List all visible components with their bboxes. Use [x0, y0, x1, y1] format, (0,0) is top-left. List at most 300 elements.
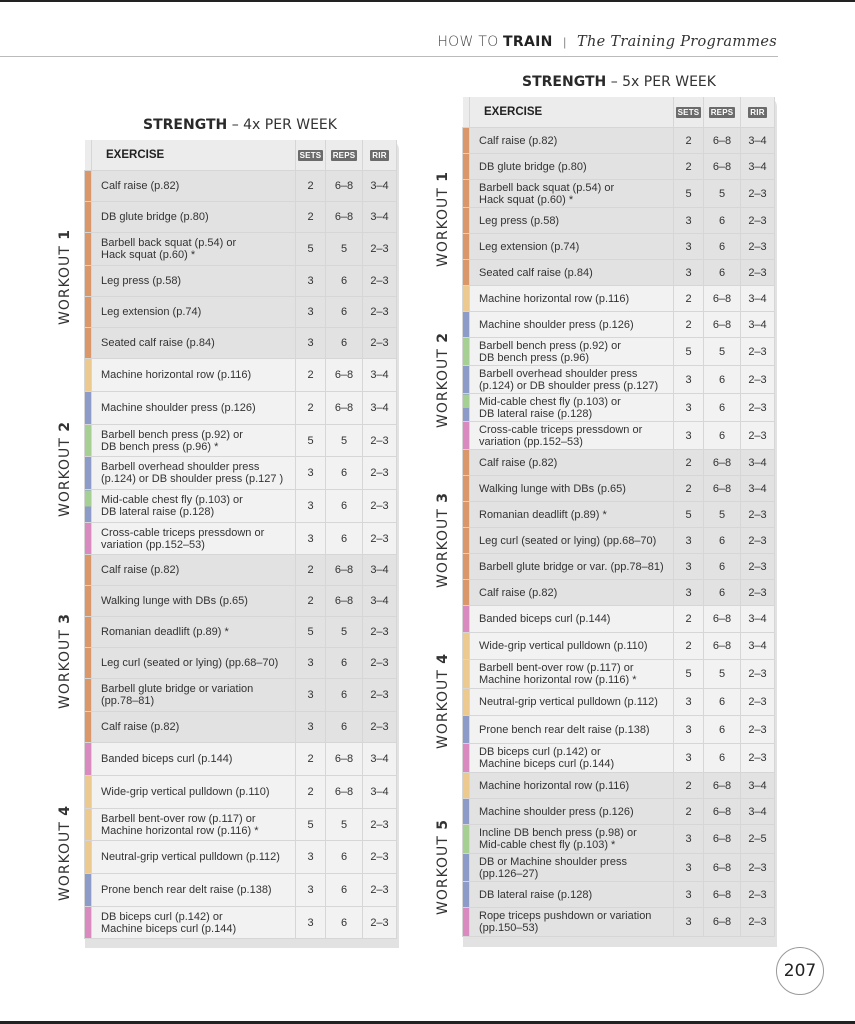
muscle-group-color-strip: [85, 648, 92, 679]
muscle-group-color-strip: [85, 555, 92, 586]
sets-cell: 2: [296, 392, 326, 425]
workout-label-3: WORKOUT 3: [435, 491, 451, 588]
reps-cell: 6: [326, 841, 363, 874]
sets-cell: 2: [296, 171, 326, 202]
exercise-cell: Barbell bench press (p.92) or DB bench press (p.96): [470, 338, 674, 366]
sets-cell: 3: [674, 554, 704, 580]
reps-cell: 6: [326, 266, 363, 297]
reps-cell: 6–8: [704, 633, 741, 660]
exercise-cell: DB biceps curl (p.142) or Machine biceps curl (p.144): [92, 907, 296, 939]
page-number: 207: [776, 947, 824, 995]
muscle-group-color-strip: [463, 502, 470, 528]
table-row: [463, 476, 775, 502]
reps-cell: 6–8: [704, 773, 741, 799]
muscle-group-color-strip: [463, 633, 470, 660]
exercise-cell: Barbell overhead shoulder press (p.124) or DB shoulder press (p.127 ): [92, 457, 296, 490]
table-row: [463, 528, 775, 554]
reps-cell: 6–8: [704, 450, 741, 476]
workout-label-5: WORKOUT 5: [435, 818, 451, 915]
muscle-group-color-strip: [463, 128, 470, 154]
exercise-cell: Leg curl (seated or lying) (pp.68–70): [470, 528, 674, 554]
reps-cell: 6–8: [326, 359, 363, 392]
rir-cell: 2–3: [741, 422, 775, 450]
exercise-cell: Leg press (p.58): [470, 208, 674, 234]
sets-cell: 3: [674, 716, 704, 744]
sets-cell: 3: [674, 580, 704, 606]
sets-cell: 3: [674, 366, 704, 394]
muscle-group-color-strip: [85, 617, 92, 648]
exercise-cell: Barbell bent-over row (p.117) or Machine horizontal row (p.116) *: [92, 809, 296, 841]
rir-cell: 3–4: [363, 776, 397, 809]
exercise-cell: Rope triceps pushdown or variation (pp.150–53): [470, 908, 674, 937]
exercise-cell: Calf raise (p.82): [470, 450, 674, 476]
exercise-cell: Romanian deadlift (p.89) *: [92, 617, 296, 648]
table-row: [463, 180, 775, 208]
table-row: [463, 286, 775, 312]
table-row: [85, 523, 397, 555]
sets-cell: 3: [296, 523, 326, 555]
sets-cell: 3: [296, 328, 326, 359]
col-exercise: EXERCISE: [470, 97, 674, 128]
muscle-group-color-strip: [463, 854, 470, 882]
muscle-group-color-strip: [85, 297, 92, 328]
rir-cell: 2–3: [741, 260, 775, 286]
exercise-cell: Leg press (p.58): [92, 266, 296, 297]
rir-cell: 2–3: [741, 660, 775, 689]
muscle-group-color-strip: [85, 841, 92, 874]
sets-cell: 2: [296, 555, 326, 586]
exercise-cell: Calf raise (p.82): [92, 555, 296, 586]
reps-cell: 6–8: [704, 128, 741, 154]
rir-cell: 2–3: [363, 328, 397, 359]
exercise-cell: Incline DB bench press (p.98) or Mid-cable chest fly (p.103) *: [470, 825, 674, 854]
sets-cell: 2: [296, 359, 326, 392]
workout-label-2: WORKOUT 2: [435, 331, 451, 428]
reps-cell: 6: [326, 679, 363, 712]
muscle-group-color-strip: [463, 450, 470, 476]
table-row: [463, 773, 775, 799]
reps-cell: 6: [704, 208, 741, 234]
sets-cell: 5: [296, 809, 326, 841]
rir-cell: 2–3: [741, 908, 775, 937]
exercise-cell: Seated calf raise (p.84): [92, 328, 296, 359]
sets-cell: 2: [296, 776, 326, 809]
exercise-cell: Barbell back squat (p.54) or Hack squat (p.60) *: [470, 180, 674, 208]
table-row: [463, 908, 775, 937]
rir-cell: 3–4: [363, 743, 397, 776]
rir-cell: 2–3: [363, 523, 397, 555]
top-border: [0, 0, 855, 2]
rir-cell: 2–3: [363, 841, 397, 874]
muscle-group-color-strip: [463, 180, 470, 208]
muscle-group-color-strip: [85, 907, 92, 939]
running-header: [437, 33, 777, 50]
table-header-row: [463, 97, 775, 128]
program-title-5x: [463, 74, 775, 90]
rir-cell: 2–3: [741, 689, 775, 716]
col-sets: [296, 140, 326, 171]
sets-cell: 2: [674, 154, 704, 180]
table-row: [463, 689, 775, 716]
section-label-bold: TRAIN: [503, 34, 553, 50]
reps-cell: 6–8: [326, 743, 363, 776]
rir-cell: 3–4: [741, 799, 775, 825]
exercise-cell: Barbell back squat (p.54) or Hack squat (p.60) *: [92, 233, 296, 266]
exercise-cell: Machine shoulder press (p.126): [470, 799, 674, 825]
table-row: [463, 312, 775, 338]
reps-cell: 6–8: [326, 555, 363, 586]
sets-cell: 2: [674, 773, 704, 799]
exercise-cell: Calf raise (p.82): [470, 128, 674, 154]
rir-cell: 3–4: [363, 392, 397, 425]
sets-cell: 3: [674, 234, 704, 260]
table-row: [463, 882, 775, 908]
exercise-cell: Barbell bench press (p.92) or DB bench press (p.96) *: [92, 425, 296, 457]
rir-cell: 3–4: [741, 450, 775, 476]
table-row: [463, 606, 775, 633]
muscle-group-color-strip: [463, 208, 470, 234]
table-row: [85, 743, 397, 776]
reps-cell: 6: [704, 528, 741, 554]
reps-cell: 6–8: [704, 854, 741, 882]
muscle-group-color-strip: [463, 882, 470, 908]
table-row: [85, 171, 397, 202]
sets-cell: 3: [296, 457, 326, 490]
rir-cell: 2–3: [363, 490, 397, 523]
muscle-group-color-strip: [463, 338, 470, 366]
rir-cell: 2–3: [741, 180, 775, 208]
rir-cell: 2–3: [741, 338, 775, 366]
muscle-group-color-strip: [463, 234, 470, 260]
rir-cell: 2–3: [363, 457, 397, 490]
table-row: [85, 586, 397, 617]
rir-cell: 2–3: [741, 580, 775, 606]
exercise-cell: Leg extension (p.74): [470, 234, 674, 260]
muscle-group-color-strip: [463, 394, 470, 422]
muscle-group-color-strip: [85, 359, 92, 392]
exercise-cell: Neutral-grip vertical pulldown (p.112): [470, 689, 674, 716]
rir-pill: RIR: [750, 108, 765, 117]
rir-cell: 3–4: [741, 312, 775, 338]
reps-cell: 6–8: [326, 202, 363, 233]
reps-cell: 6: [704, 744, 741, 773]
rir-cell: 3–4: [741, 154, 775, 180]
sets-cell: 2: [296, 586, 326, 617]
sets-cell: 2: [674, 799, 704, 825]
table-row: [463, 580, 775, 606]
program-title-4x: [85, 117, 395, 133]
reps-cell: 6: [326, 874, 363, 907]
muscle-group-color-strip: [85, 233, 92, 266]
table-row: [463, 260, 775, 286]
sets-cell: 3: [296, 841, 326, 874]
muscle-group-color-strip: [85, 202, 92, 233]
program-table-4x: [84, 140, 397, 939]
muscle-group-color-strip: [85, 743, 92, 776]
sets-cell: 5: [296, 425, 326, 457]
header-spacer: [85, 140, 92, 171]
sets-cell: 5: [296, 233, 326, 266]
exercise-cell: Romanian deadlift (p.89) *: [470, 502, 674, 528]
muscle-group-color-strip: [85, 874, 92, 907]
exercise-cell: Machine horizontal row (p.116): [470, 286, 674, 312]
sets-cell: 3: [296, 874, 326, 907]
rir-cell: 2–3: [741, 502, 775, 528]
rir-cell: 2–3: [741, 234, 775, 260]
table-row: [85, 266, 397, 297]
muscle-group-color-strip: [463, 286, 470, 312]
rir-cell: 2–3: [741, 528, 775, 554]
program-title-bold: STRENGTH: [143, 117, 228, 133]
rir-cell: 3–4: [363, 171, 397, 202]
header-divider: |: [563, 35, 567, 49]
reps-cell: 6: [704, 394, 741, 422]
muscle-group-color-strip: [463, 606, 470, 633]
table-row: [463, 799, 775, 825]
table-row: [463, 554, 775, 580]
sets-cell: 3: [674, 882, 704, 908]
reps-cell: 6: [326, 490, 363, 523]
rir-cell: 2–3: [741, 744, 775, 773]
reps-cell: 6: [704, 716, 741, 744]
reps-pill: REPS: [332, 151, 356, 160]
workout-label-1: WORKOUT 1: [57, 228, 73, 325]
table-row: [463, 660, 775, 689]
exercise-cell: DB glute bridge (p.80): [470, 154, 674, 180]
reps-cell: 6: [704, 366, 741, 394]
exercise-cell: DB lateral raise (p.128): [470, 882, 674, 908]
exercise-cell: Mid-cable chest fly (p.103) or DB lateral raise (p.128): [92, 490, 296, 523]
reps-cell: 6: [704, 422, 741, 450]
rir-cell: 2–3: [363, 297, 397, 328]
reps-cell: 6–8: [704, 154, 741, 180]
muscle-group-color-strip: [463, 528, 470, 554]
reps-pill: REPS: [710, 108, 734, 117]
workout-label-4: WORKOUT 4: [57, 804, 73, 901]
exercise-cell: Prone bench rear delt raise (p.138): [92, 874, 296, 907]
sets-cell: 3: [674, 528, 704, 554]
muscle-group-color-strip: [463, 660, 470, 689]
col-exercise: EXERCISE: [92, 140, 296, 171]
reps-cell: 5: [704, 660, 741, 689]
muscle-group-color-strip: [463, 154, 470, 180]
muscle-group-color-strip: [85, 425, 92, 457]
muscle-group-color-strip: [463, 366, 470, 394]
workout-label-4: WORKOUT 4: [435, 652, 451, 749]
table-row: [85, 233, 397, 266]
rir-cell: 2–3: [741, 208, 775, 234]
rir-cell: 3–4: [363, 555, 397, 586]
sets-cell: 2: [296, 202, 326, 233]
reps-cell: 5: [326, 233, 363, 266]
rir-cell: 2–3: [363, 648, 397, 679]
sets-cell: 3: [296, 712, 326, 743]
table-row: [85, 392, 397, 425]
muscle-group-color-strip: [463, 580, 470, 606]
sets-cell: 2: [674, 633, 704, 660]
exercise-cell: Machine horizontal row (p.116): [92, 359, 296, 392]
header-rule: [0, 56, 778, 57]
col-reps: [326, 140, 363, 171]
muscle-group-color-strip: [463, 799, 470, 825]
rir-cell: 2–3: [363, 907, 397, 939]
muscle-group-color-strip: [85, 171, 92, 202]
reps-cell: 6: [704, 580, 741, 606]
table-row: [85, 648, 397, 679]
muscle-group-color-strip: [85, 457, 92, 490]
sets-cell: 3: [674, 689, 704, 716]
table-row: [85, 679, 397, 712]
table-row: [85, 809, 397, 841]
table-row: [463, 234, 775, 260]
reps-cell: 6–8: [704, 825, 741, 854]
muscle-group-color-strip: [85, 809, 92, 841]
table-row: [85, 841, 397, 874]
table-row: [463, 716, 775, 744]
reps-cell: 6: [326, 712, 363, 743]
table-header-row: [85, 140, 397, 171]
sets-cell: 3: [296, 907, 326, 939]
muscle-group-color-strip: [85, 712, 92, 743]
rir-cell: 2–3: [741, 854, 775, 882]
muscle-group-color-strip: [463, 744, 470, 773]
chapter-subtitle: The Training Programmes: [577, 34, 777, 50]
muscle-group-color-strip: [85, 328, 92, 359]
reps-cell: 6–8: [326, 776, 363, 809]
table-row: [85, 359, 397, 392]
sets-cell: 3: [674, 422, 704, 450]
sets-cell: 2: [674, 128, 704, 154]
rir-cell: 3–4: [741, 286, 775, 312]
rir-cell: 2–3: [363, 679, 397, 712]
exercise-cell: DB or Machine shoulder press (pp.126–27): [470, 854, 674, 882]
sets-cell: 2: [674, 476, 704, 502]
exercise-cell: Seated calf raise (p.84): [470, 260, 674, 286]
sets-cell: 2: [674, 606, 704, 633]
program-title-rest: – 5x PER WEEK: [610, 74, 716, 90]
table-row: [463, 825, 775, 854]
workout-label-3: WORKOUT 3: [57, 612, 73, 709]
exercise-cell: Neutral-grip vertical pulldown (p.112): [92, 841, 296, 874]
muscle-group-color-strip: [463, 422, 470, 450]
reps-cell: 6: [704, 234, 741, 260]
muscle-group-color-strip: [463, 689, 470, 716]
table-row: [85, 425, 397, 457]
muscle-group-color-strip: [85, 523, 92, 555]
sets-cell: 5: [296, 617, 326, 648]
muscle-group-color-strip: [463, 554, 470, 580]
col-rir: [741, 97, 775, 128]
muscle-group-color-strip: [463, 312, 470, 338]
reps-cell: 6–8: [326, 586, 363, 617]
table-row: [85, 490, 397, 523]
table-row: [85, 907, 397, 939]
rir-cell: 3–4: [363, 586, 397, 617]
exercise-cell: Calf raise (p.82): [92, 171, 296, 202]
muscle-group-color-strip: [463, 825, 470, 854]
exercise-cell: Cross-cable triceps pressdown or variation (pp.152–53): [92, 523, 296, 555]
sets-cell: 3: [674, 744, 704, 773]
rir-cell: 2–3: [363, 712, 397, 743]
exercise-cell: Wide-grip vertical pulldown (p.110): [470, 633, 674, 660]
table-body: [463, 128, 775, 937]
sets-cell: 2: [674, 286, 704, 312]
rir-cell: 2–3: [363, 617, 397, 648]
table-row: [85, 712, 397, 743]
sets-cell: 3: [674, 260, 704, 286]
sets-cell: 2: [674, 312, 704, 338]
table-row: [463, 154, 775, 180]
col-sets: [674, 97, 704, 128]
reps-cell: 5: [704, 338, 741, 366]
table-row: [463, 744, 775, 773]
muscle-group-color-strip: [463, 476, 470, 502]
sets-cell: 3: [674, 854, 704, 882]
sets-pill: SETS: [299, 151, 322, 160]
rir-cell: 3–4: [363, 202, 397, 233]
muscle-group-color-strip: [463, 773, 470, 799]
exercise-cell: Walking lunge with DBs (p.65): [92, 586, 296, 617]
reps-cell: 6–8: [326, 392, 363, 425]
sets-cell: 3: [674, 208, 704, 234]
rir-cell: 3–4: [741, 606, 775, 633]
sets-cell: 3: [674, 908, 704, 937]
sets-cell: 2: [296, 743, 326, 776]
reps-cell: 5: [326, 617, 363, 648]
table-row: [85, 617, 397, 648]
sets-cell: 3: [674, 394, 704, 422]
reps-cell: 6: [326, 648, 363, 679]
table-row: [463, 208, 775, 234]
muscle-group-color-strip: [463, 260, 470, 286]
exercise-cell: Cross-cable triceps pressdown or variation (pp.152–53): [470, 422, 674, 450]
exercise-cell: Barbell overhead shoulder press (p.124) or DB shoulder press (p.127): [470, 366, 674, 394]
table-row: [463, 394, 775, 422]
program-title-bold: STRENGTH: [522, 74, 607, 90]
muscle-group-color-strip: [85, 490, 92, 523]
muscle-group-color-strip: [85, 586, 92, 617]
rir-cell: 2–3: [363, 266, 397, 297]
reps-cell: 6–8: [704, 286, 741, 312]
header-spacer: [463, 97, 470, 128]
section-label: HOW TO: [437, 34, 499, 50]
sets-cell: 5: [674, 180, 704, 208]
table-row: [85, 202, 397, 233]
exercise-cell: Barbell bent-over row (p.117) or Machine horizontal row (p.116) *: [470, 660, 674, 689]
rir-cell: 2–3: [741, 394, 775, 422]
sets-cell: 5: [674, 660, 704, 689]
rir-cell: 3–4: [741, 633, 775, 660]
rir-cell: 2–3: [741, 554, 775, 580]
reps-cell: 6–8: [704, 312, 741, 338]
reps-cell: 6–8: [326, 171, 363, 202]
reps-cell: 6: [326, 457, 363, 490]
exercise-cell: Barbell glute bridge or var. (pp.78–81): [470, 554, 674, 580]
reps-cell: 6: [326, 328, 363, 359]
rir-cell: 2–3: [363, 425, 397, 457]
exercise-cell: Banded biceps curl (p.144): [92, 743, 296, 776]
reps-cell: 6: [326, 523, 363, 555]
table-row: [463, 502, 775, 528]
rir-cell: 2–5: [741, 825, 775, 854]
workout-label-2: WORKOUT 2: [57, 420, 73, 517]
workout-label-1: WORKOUT 1: [435, 170, 451, 267]
exercise-cell: Calf raise (p.82): [92, 712, 296, 743]
program-title-rest: – 4x PER WEEK: [231, 117, 337, 133]
table-row: [85, 555, 397, 586]
rir-cell: 2–3: [741, 366, 775, 394]
reps-cell: 6: [704, 554, 741, 580]
